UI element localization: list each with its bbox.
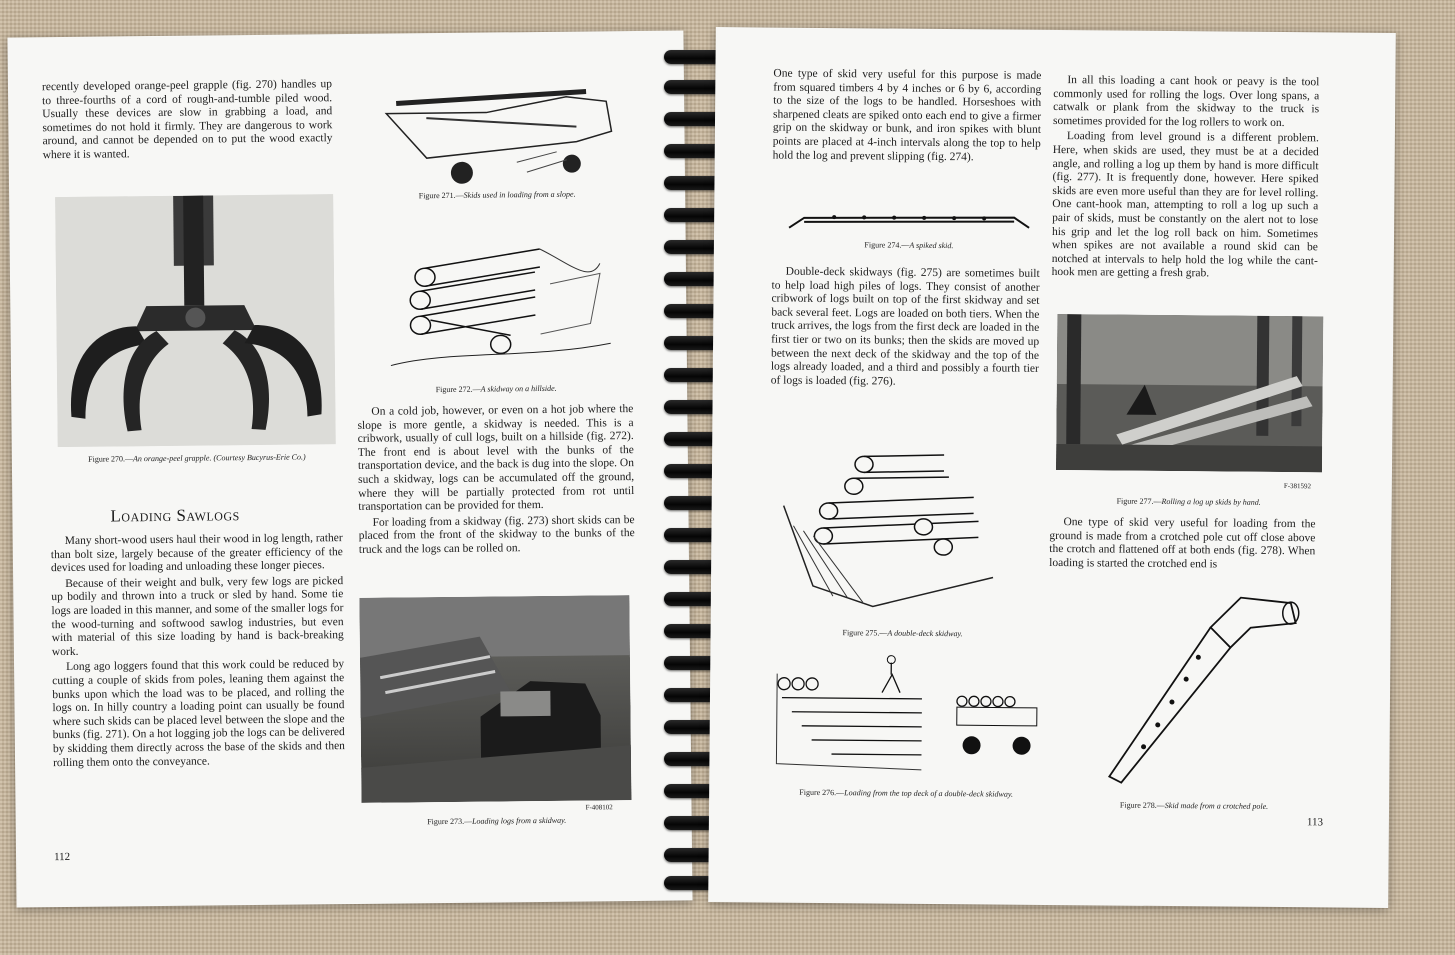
fig270-grapple-photo [55, 194, 336, 447]
left-col2-text [357, 403, 635, 559]
fig272-skidway-drawing [369, 223, 621, 376]
fig277-caption-label: Figure 277.— [1116, 496, 1162, 506]
fig276-caption [771, 788, 1041, 800]
fig275-double-deck-drawing [773, 446, 1034, 618]
fig275-caption-label: Figure 275.— [842, 628, 888, 638]
fig278-caption [1079, 800, 1309, 812]
right-page [708, 27, 1396, 908]
fig278-caption-text: Skid made from a crotched pole. [1164, 800, 1269, 811]
right-col2-p2: Loading from level ground is a different problem. Here, when skids are used, they must be at a decided angle, and rolling a log up them by hand is more difficult (fig. 277). It is frequently done, however. Here spiked skids are even more useful than they are for level rolling. One cant-hook man, attempting to roll a log up such a pair of skids, must be constantly on the alert not to lose his grip and let the log roll back on him. Sometimes when spikes are not available a round skid can be notched at intervals to help hold the log while the cant-hook men are getting a fresh grab. [1051, 130, 1319, 280]
page-number-left: 112 [53, 850, 71, 864]
fig275-caption [773, 628, 1033, 640]
fig274-caption-label: Figure 274.— [864, 240, 910, 250]
right-col1-p2: Double-deck skidways (fig. 275) are sometimes built to help load high piles of logs. They consist of another cribwork of logs built on top of the first skidway and set back several feet. Logs are loaded on both tiers. When the truck arrives, the logs from the first deck are loaded in the first tier or two on its bunks; then the skids are moved up between the next deck of the skidway and the top of the logs already loaded, and a third and possibly a fourth tier of logs is loaded (fig. 276). [770, 265, 1040, 388]
fig271-caption [369, 189, 625, 202]
fig273-caption [362, 815, 632, 828]
right-col2-p1: In all this loading a cant hook or peavy is the tool commonly used for rolling the logs. Over long spans, a catwalk or plank from the skidway to the truck is sometimes provided for the log rollers to work on. [1052, 74, 1320, 129]
fig273-caption-label: Figure 273.— [427, 816, 473, 827]
section-title: Loading Sawlogs [110, 505, 240, 526]
left-col1-p2: Because of their weight and bulk, very few logs are picked up bodily and thrown into a truck or sled by hand. Some tie logs are loaded in this manner, and some of the smaller logs for the wood-turning and softwood sawlog industries, but even with material of this size loading by hand is back-breaking work. [51, 574, 344, 658]
fig277-caption-text: Rolling a log up skids by hand. [1161, 496, 1261, 507]
intro-paragraph: recently developed orange-peel grapple (fig. 270) handles up to three-fourths of a cord of rough-and-tumble piled wood. Usually these devices are slow in grabbing a load, and sometimes do not hold it firmly. They are dangerous to work around, and cannot be depended on to put the wood exactly where it is wanted. [41, 78, 333, 162]
right-col1-mid [771, 266, 1040, 393]
fig271-skids-drawing [366, 71, 627, 194]
right-col2-top [1052, 74, 1320, 284]
page-number-right: 113 [1306, 816, 1324, 829]
truck-illustration [359, 595, 631, 803]
right-col1-p1: One type of skid very useful for this purpose is made from squared timbers 4 by 4 inches or 6 by 6, according to the size of the logs to be handled. Horseshoes with sharpened cleats are spiked onto each end to give a firmer grip on the skidway or bunk, and iron spikes with blunt points are placed at 4-inch intervals along the top to help hold the log and prevent slipping (fig. 274). [772, 67, 1042, 163]
fig274-spiked-skid-drawing [784, 200, 1034, 242]
fig273-code: F-408102 [585, 803, 613, 812]
right-col2-bottom [1049, 516, 1315, 575]
fig274-caption [784, 240, 1034, 252]
fig276-top-deck-drawing [771, 654, 1052, 786]
grapple-illustration [55, 194, 336, 447]
fig273-caption-text: Loading logs from a skidway. [472, 815, 567, 826]
fig276-caption-text: Loading from the top deck of a double-deck skidway. [844, 788, 1014, 799]
right-col2-p3: One type of skid very useful for loading from the ground is made from a crotched pole cut off close above the crotch and flattened off at both ends (fig. 278). When loading is started the crotched end is [1049, 516, 1316, 571]
left-page [7, 30, 692, 907]
fig275-caption-text: A double-deck skidway. [887, 628, 963, 639]
forest-illustration [1056, 314, 1323, 472]
fig273-truck-photo [359, 595, 631, 803]
left-col1-text [51, 532, 345, 772]
fig272-caption-text: A skidway on a hillside. [480, 383, 557, 394]
fig271-caption-label: Figure 271.— [418, 190, 464, 201]
left-col2-p1: On a cold job, however, or even on a hot job where the slope is more gentle, a skidway is needed. This is a cribwork, usually of cull logs, built on a hillside (fig. 272). The front end is about level with the bunks of the transportation device, and the back is dug into the slope. On such a skidway, logs can be accumulated off the ground, where they will be partially protected from rot until transportation can be provided for them. [357, 403, 635, 514]
fig277-rolling-log-photo [1056, 314, 1323, 472]
left-col2-p2: For loading from a skidway (fig. 273) short skids can be placed from the front of the skidway to the bunks of the truck and the logs can be rolled on. [358, 513, 635, 556]
fig271-caption-text: Skids used in loading from a slope. [463, 189, 576, 200]
fig278-crotched-pole-drawing [1089, 586, 1311, 798]
fig270-caption-label: Figure 270.— [88, 454, 134, 464]
fig274-caption-text: A spiked skid. [909, 240, 954, 251]
intro-text [42, 78, 333, 165]
fig277-code: F-381592 [1283, 482, 1312, 491]
fig277-caption [1056, 496, 1322, 508]
fig272-caption [371, 383, 621, 396]
left-col1-p3: Long ago loggers found that this work could be reduced by cutting a couple of skids from poles, leaning them against the bunks upon which the load was to be placed, and rolling the logs on. In hilly country a loading point can usually be found where such skids can be placed level between the slope and the bunks (fig. 271). On a hot logging job the logs can be delivered by skidding them directly across the base of the skids and then rolling them onto the conveyance. [52, 658, 345, 769]
left-col1-p1: Many short-wood users haul their wood in log length, rather than bolt size, largely because of the greater efficiency of the devices used for loading and unloading these longer pieces. [50, 532, 343, 575]
right-col1-top [773, 68, 1042, 167]
fig272-caption-label: Figure 272.— [435, 384, 481, 395]
fig270-caption [56, 452, 338, 465]
fig270-caption-text: An orange-peel grapple. (Courtesy Bucyrus-Erie Co.) [132, 452, 306, 464]
fig278-caption-label: Figure 278.— [1119, 800, 1165, 810]
fig276-caption-label: Figure 276.— [799, 787, 845, 798]
